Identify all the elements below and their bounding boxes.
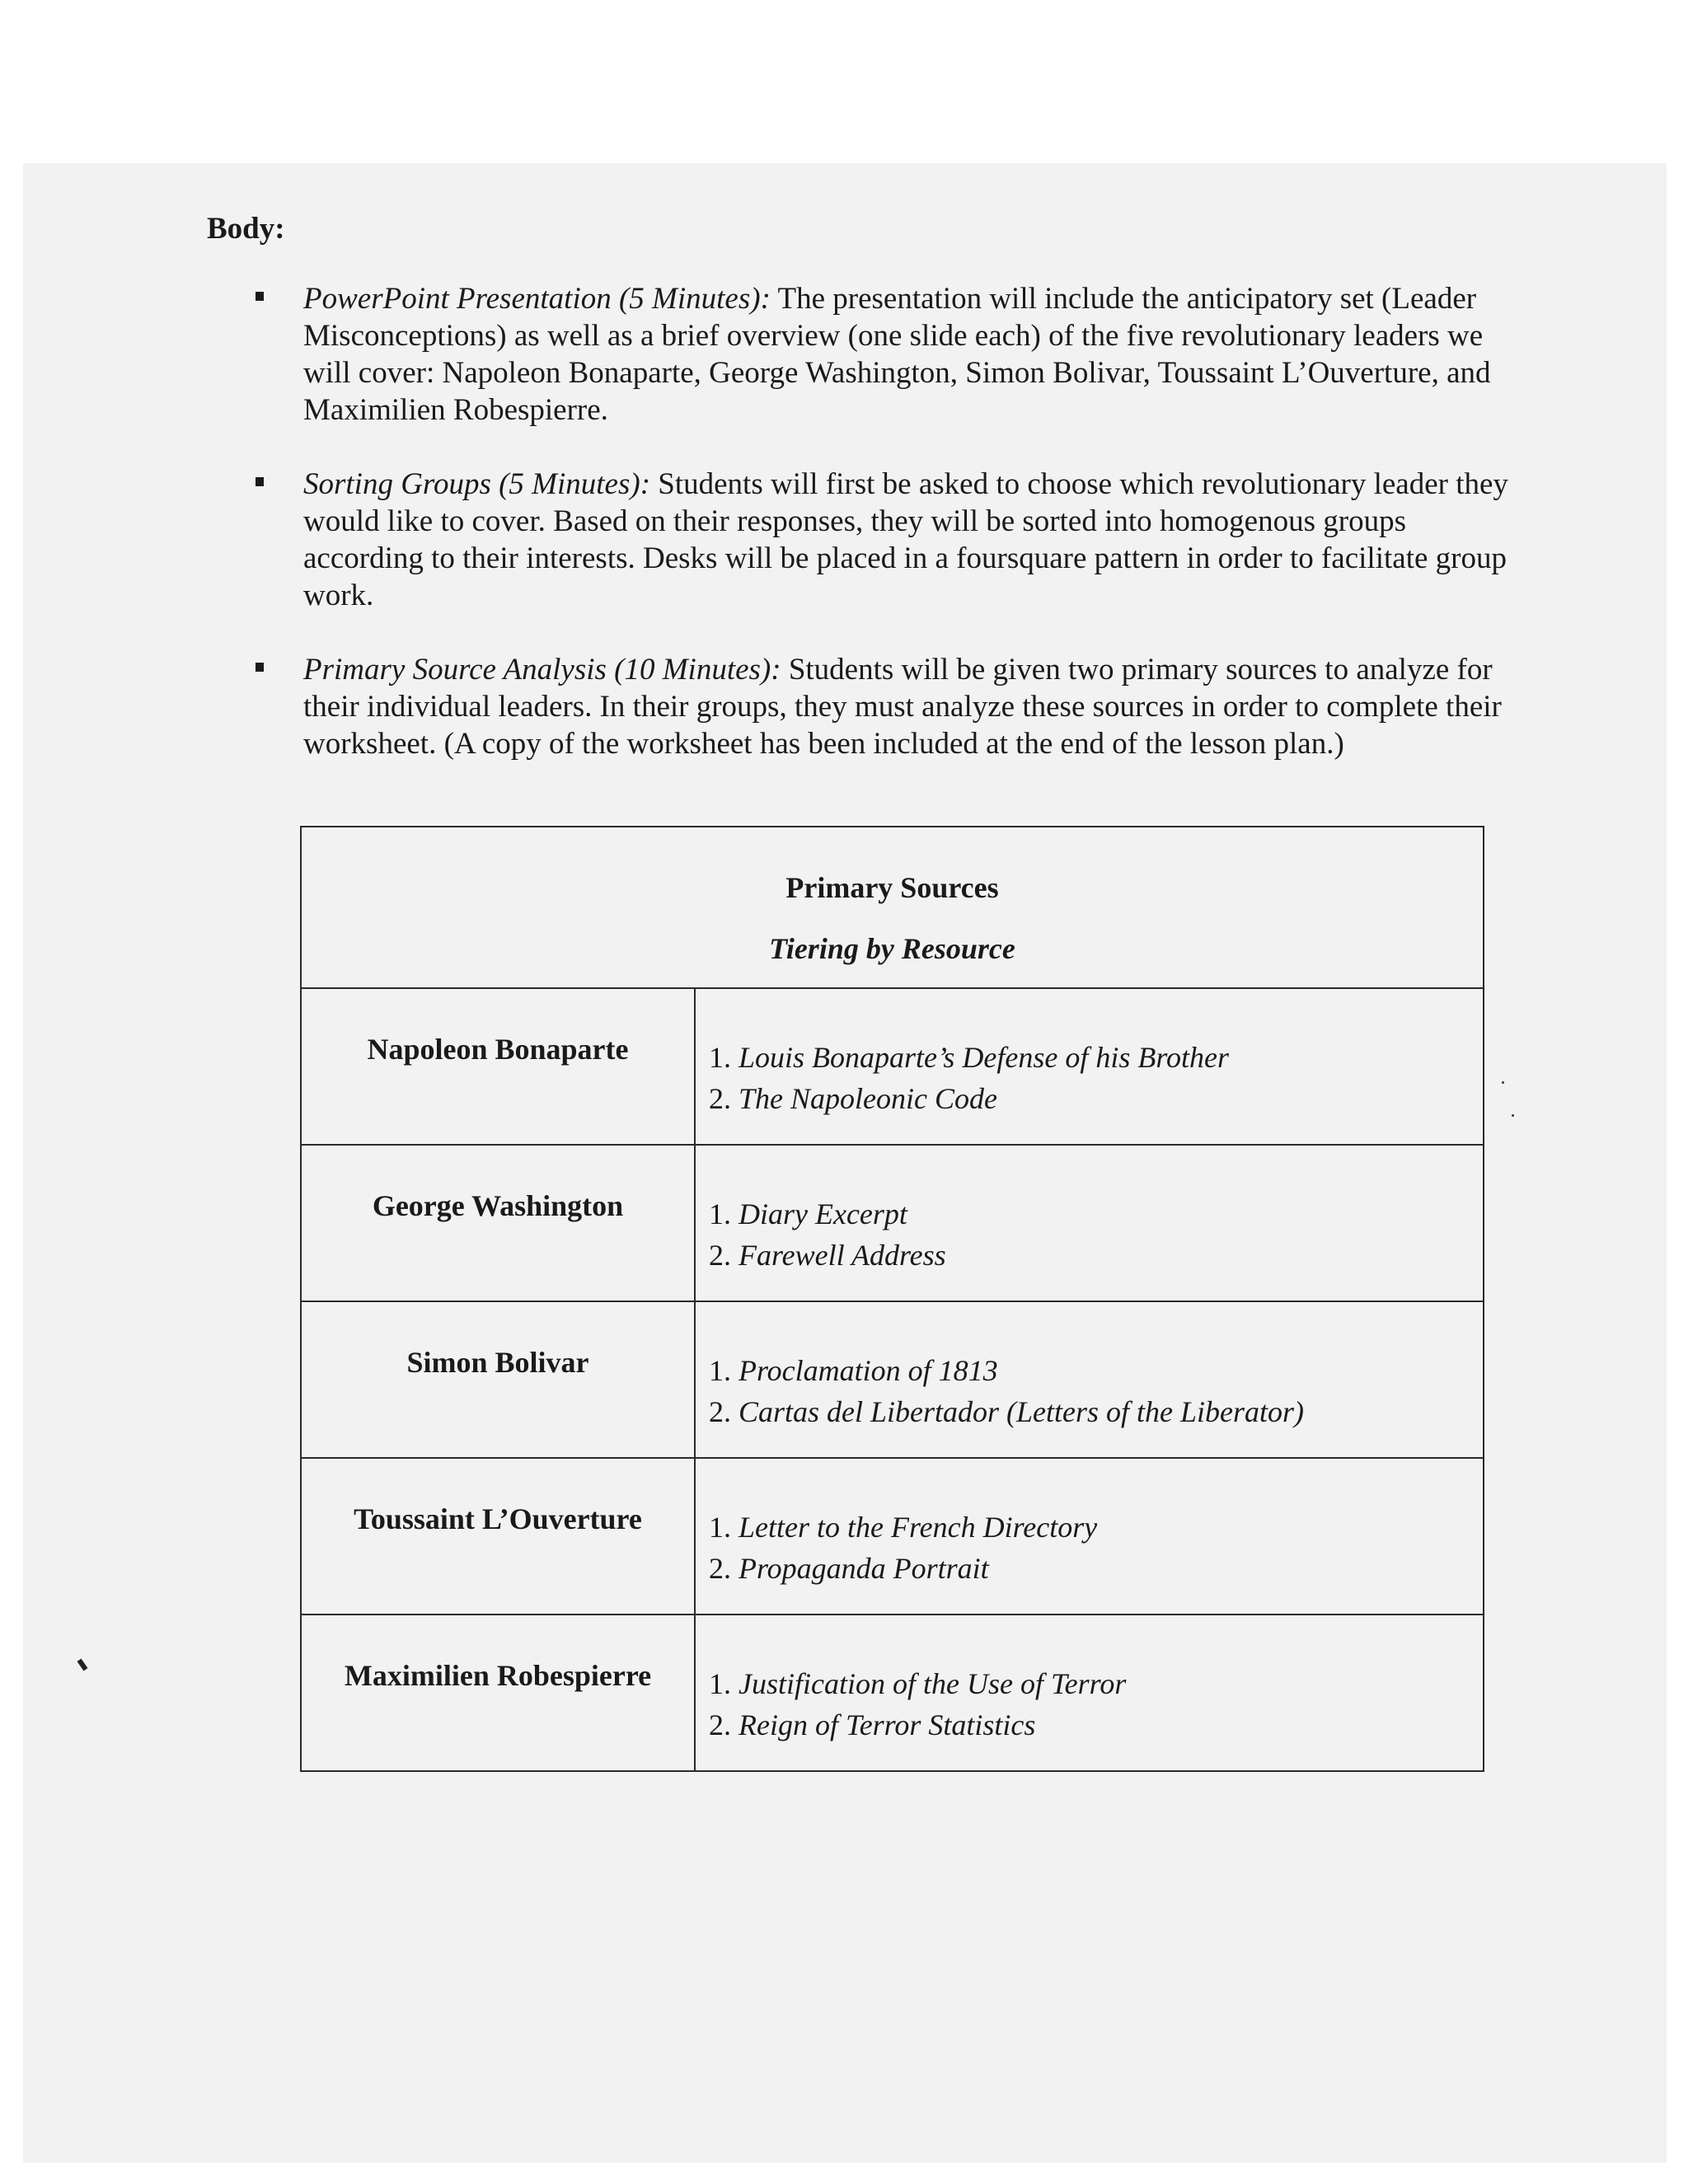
bullet-square-icon [256, 663, 264, 672]
bullet-square-icon [256, 292, 264, 301]
source-number: 1. [709, 1667, 731, 1700]
source-number: 2. [709, 1082, 731, 1115]
sources-cell [695, 1301, 1484, 1458]
sources-cell [695, 988, 1484, 1145]
source-item [709, 1391, 1483, 1432]
bullet-square-icon [256, 477, 264, 486]
table-row [301, 988, 1484, 1145]
source-item [709, 1663, 1483, 1704]
activity-text: Students will first be asked to choose which revolutionary leader they would like to cover. Based on their responses, they will be sorted into homogenous groups according to their interests. Desks will be placed in a foursquare pattern in order to facilitate group work. [303, 467, 1508, 612]
source-item [709, 1037, 1483, 1078]
leader-cell [301, 1458, 695, 1615]
leader-name: Napoleon Bonaparte [367, 1033, 629, 1066]
table-title: Primary Sources [785, 871, 999, 904]
source-number: 1. [709, 1041, 731, 1074]
source-item [709, 1704, 1483, 1746]
sources-cell [695, 1458, 1484, 1615]
source-list [709, 1507, 1483, 1589]
source-title: Farewell Address [738, 1239, 946, 1272]
source-number: 2. [709, 1395, 731, 1428]
scan-artifact-speck [1502, 1081, 1504, 1084]
leader-name: Simon Bolivar [406, 1346, 589, 1379]
source-title: Louis Bonaparte’s Defense of his Brother [738, 1041, 1229, 1074]
source-item [709, 1078, 1483, 1119]
leader-name: George Washington [372, 1189, 624, 1222]
source-title: The Napoleonic Code [738, 1082, 997, 1115]
source-number: 1. [709, 1354, 731, 1387]
table-row [301, 1458, 1484, 1615]
activity-lead: Primary Source Analysis (10 Minutes): [303, 653, 781, 687]
section-heading: Body: [207, 212, 285, 246]
source-title: Reign of Terror Statistics [738, 1708, 1036, 1741]
source-title: Diary Excerpt [738, 1197, 907, 1230]
source-number: 2. [709, 1239, 731, 1272]
activity-text: Students will be given two primary sources to analyze for their individual leaders. In their groups, they must analyze these sources in order to complete their worksheet. (A copy of the worksheet has been included at the end of the lesson plan.) [303, 653, 1502, 761]
table-row [301, 1301, 1484, 1458]
activity-lead: Sorting Groups (5 Minutes): [303, 467, 651, 501]
sources-cell [695, 1615, 1484, 1771]
leader-name: Toussaint L’Ouverture [354, 1502, 642, 1535]
source-item [709, 1350, 1483, 1391]
source-list [709, 1193, 1483, 1276]
source-number: 1. [709, 1511, 731, 1544]
source-number: 1. [709, 1197, 731, 1230]
sources-cell [695, 1145, 1484, 1301]
leader-name: Maximilien Robespierre [344, 1659, 652, 1692]
source-number: 2. [709, 1708, 731, 1741]
leader-cell [301, 988, 695, 1145]
scan-artifact-speck [1512, 1114, 1514, 1117]
activity-lead: PowerPoint Presentation (5 Minutes): [303, 282, 771, 316]
source-title: Propaganda Portrait [738, 1552, 989, 1585]
table-header-cell [301, 827, 1484, 988]
source-title: Proclamation of 1813 [738, 1354, 998, 1387]
activity-text: The presentation will include the anticipatory set (Leader Misconceptions) as well as a brief overview (one slide each) of the five revolutionary leaders we will cover: Napoleon Bonaparte, George Washington, Simon Bolivar, Toussaint L’Ouverture, and Maximilien Robespierre. [303, 282, 1491, 427]
leader-cell [301, 1145, 695, 1301]
activity-paragraph [303, 466, 1515, 614]
source-list [709, 1350, 1483, 1432]
source-list [709, 1037, 1483, 1119]
source-item [709, 1507, 1483, 1548]
table-header-row [301, 827, 1484, 988]
activity-paragraph [303, 280, 1515, 429]
activity-paragraph [303, 651, 1515, 762]
source-title: Justification of the Use of Terror [738, 1667, 1127, 1700]
primary-sources-table [300, 826, 1484, 1772]
source-number: 2. [709, 1552, 731, 1585]
source-item [709, 1193, 1483, 1235]
source-item [709, 1235, 1483, 1276]
source-title: Letter to the French Directory [738, 1511, 1098, 1544]
table-row [301, 1615, 1484, 1771]
source-title: Cartas del Libertador (Letters of the Liberator) [738, 1395, 1305, 1428]
source-list [709, 1663, 1483, 1746]
table-row [301, 1145, 1484, 1301]
leader-cell [301, 1301, 695, 1458]
leader-cell [301, 1615, 695, 1771]
source-item [709, 1548, 1483, 1589]
table-subtitle: Tiering by Resource [769, 932, 1015, 965]
